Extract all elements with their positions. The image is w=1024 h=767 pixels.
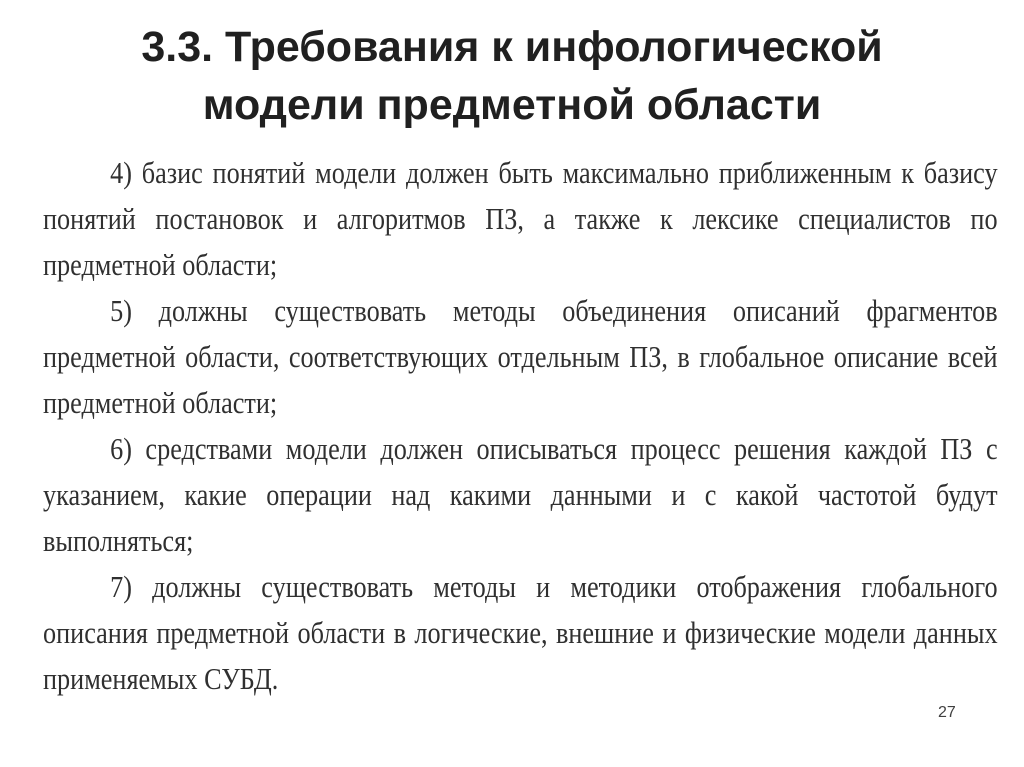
requirement-paragraph-7: 7) должны существовать методы и методики отображения глобального описания предметной области в логические, внешние и физические модели данных применяемых СУБД. — [43, 570, 998, 696]
requirement-paragraph-4: 4) базис понятий модели должен быть максимально приближенным к базису понятий постановок и алгоритмов ПЗ, а также к лексике специалистов по предметной области; — [43, 156, 998, 282]
title-line-1: 3.3. Требования к инфологической — [141, 23, 883, 71]
requirement-paragraph-6: 6) средствами модели должен описываться процесс решения каждой ПЗ с указанием, какие операции над какими данными и с какой частотой будут выполняться; — [43, 432, 998, 558]
slide-body — [43, 150, 998, 702]
page-number: 27 — [938, 704, 956, 721]
slide-title — [40, 18, 984, 134]
requirement-paragraph-5: 5) должны существовать методы объединения описаний фрагментов предметной области, соответствующих отдельным ПЗ, в глобальное описание всей предметной области; — [43, 294, 998, 420]
title-line-2: модели предметной области — [202, 81, 822, 129]
